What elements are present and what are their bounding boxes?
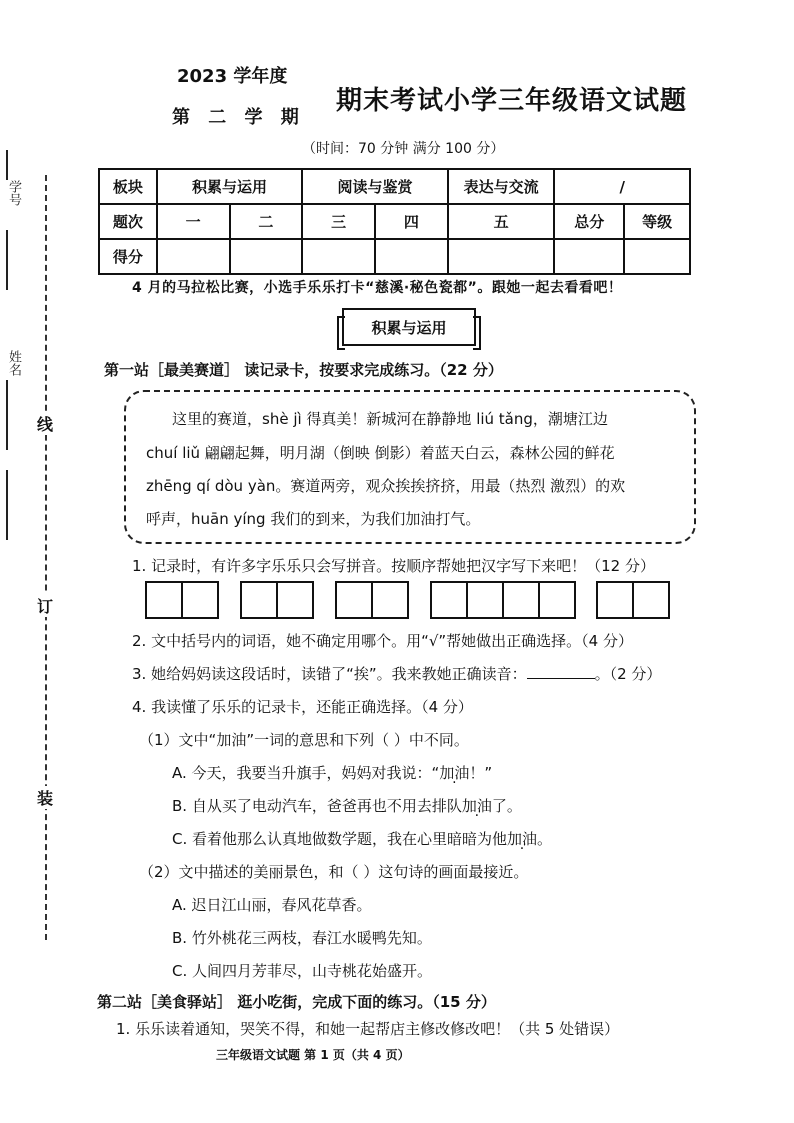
answer-blank[interactable]	[527, 664, 595, 679]
score-input-cell[interactable]	[230, 239, 303, 274]
answer-boxes-4[interactable]	[432, 581, 576, 619]
binding-blank-mark	[6, 380, 18, 450]
table-cell: 三	[302, 204, 375, 239]
question-2: 2. 文中括号内的词语，她不确定用哪个。用“√”帮她做出正确选择。（4 分）	[132, 632, 633, 650]
station-2-question-1: 1. 乐乐读着通知，哭笑不得，和她一起帮店主修改修改吧！（共 5 处错误）	[116, 1020, 620, 1038]
binding-dashed-line	[45, 175, 47, 940]
intro-text: 4 月的马拉松比赛，小选手乐乐打卡“慈溪·秘色瓷都”。跟她一起去看看吧！	[132, 280, 623, 296]
section-title-box	[342, 308, 476, 346]
answer-boxes-3[interactable]	[337, 581, 409, 619]
option-text: A. 今天，我要当升旗手，妈妈对我说：“	[172, 764, 440, 782]
binding-mark-ding: 订	[37, 594, 53, 617]
table-cell: 等级	[624, 204, 690, 239]
binding-field-id: 学号	[6, 180, 21, 206]
binding-blank-mark	[6, 230, 18, 290]
card-line: chuí liǔ 翩翩起舞，明月湖（倒映 倒影）着蓝天白云，森林公园的鲜花	[146, 444, 615, 462]
option-4-2-c: C. 人间四月芳菲尽，山寺桃花始盛开。	[172, 962, 433, 980]
station-2-heading: 第二站［美食驿站］ 逛小吃街，完成下面的练习。（15 分）	[97, 993, 496, 1011]
table-cell: 表达与交流	[448, 169, 555, 204]
table-cell: 一	[157, 204, 230, 239]
card-line: 呼声，huān yíng 我们的到来，为我们加油打气。	[146, 510, 481, 528]
score-input-cell[interactable]	[448, 239, 555, 274]
table-cell: 二	[230, 204, 303, 239]
option-4-1-b	[172, 795, 522, 816]
question-4: 4. 我读懂了乐乐的记录卡，还能正确选择。（4 分）	[132, 698, 473, 716]
card-line: zhēng qí dòu yàn。赛道两旁，观众挨挨挤挤，用最（热烈 激烈）的欢	[146, 477, 626, 495]
emphasized-word: 加油	[507, 830, 538, 848]
option-text: C. 看着他那么认真地做数学题，我在心里暗暗为他	[172, 830, 508, 848]
card-line: 这里的赛道，shè jì 得真美！新城河在静静地 liú tǎng，潮塘江边	[172, 410, 608, 428]
option-4-1-c	[172, 828, 552, 849]
table-cell: 总分	[554, 204, 624, 239]
table-cell: 得分	[99, 239, 157, 274]
binding-blank-mark	[6, 150, 18, 180]
option-text: ！”	[469, 764, 493, 782]
score-input-cell[interactable]	[624, 239, 690, 274]
answer-boxes-2[interactable]	[242, 581, 314, 619]
table-cell: 阅读与鉴赏	[302, 169, 448, 204]
emphasized-word: 加油	[439, 764, 470, 782]
time-info: （时间：70 分钟 满分 100 分）	[302, 141, 505, 157]
table-cell: 题次	[99, 204, 157, 239]
table-cell: 四	[375, 204, 448, 239]
question-1: 1. 记录时，有许多字乐乐只会写拼音。按顺序帮她把汉字写下来吧！（12 分）	[132, 557, 655, 575]
term: 第 二 学 期	[172, 107, 305, 128]
option-text: 。	[537, 830, 553, 848]
binding-mark-zhuang: 装	[37, 786, 53, 809]
question-4-2: （2）文中描述的美丽景色，和（ ）这句诗的画面最接近。	[139, 863, 529, 881]
binding-blank-mark	[6, 470, 18, 540]
question-3-text: 3. 她给妈妈读这段话时，读错了“挨”。我来教她正确读音：	[132, 665, 527, 683]
option-4-1-a	[172, 762, 492, 783]
score-input-cell[interactable]	[157, 239, 230, 274]
answer-boxes-5[interactable]	[598, 581, 670, 619]
score-input-cell[interactable]	[302, 239, 375, 274]
exam-title: 期末考试小学三年级语文试题	[336, 86, 688, 116]
binding-mark-xian: 线	[37, 412, 53, 435]
option-text: B. 自从买了电动汽车，爸爸再也不用去排队	[172, 797, 462, 815]
table-cell: /	[554, 169, 690, 204]
binding-field-name: 姓名	[6, 350, 21, 376]
question-3	[132, 663, 661, 684]
question-3-score: 。（2 分）	[594, 665, 662, 683]
emphasized-word: 加油	[461, 797, 492, 815]
score-input-cell[interactable]	[554, 239, 624, 274]
table-cell: 积累与运用	[157, 169, 303, 204]
option-4-2-a: A. 迟日江山丽，春风花草香。	[172, 896, 372, 914]
answer-boxes-1[interactable]	[147, 581, 219, 619]
table-cell: 板块	[99, 169, 157, 204]
score-table	[98, 168, 691, 275]
section-title: 积累与运用	[371, 318, 447, 337]
question-4-1: （1）文中“加油”一词的意思和下列（ ）中不同。	[139, 731, 469, 749]
record-card	[124, 390, 696, 544]
station-1-heading: 第一站［最美赛道］ 读记录卡，按要求完成练习。（22 分）	[104, 361, 503, 379]
option-text: 了。	[491, 797, 522, 815]
school-year: 2023 学年度	[177, 66, 288, 87]
table-cell: 五	[448, 204, 555, 239]
option-4-2-b: B. 竹外桃花三两枝，春江水暖鸭先知。	[172, 929, 432, 947]
score-input-cell[interactable]	[375, 239, 448, 274]
page-footer: 三年级语文试题 第 1 页（共 4 页）	[216, 1048, 410, 1062]
